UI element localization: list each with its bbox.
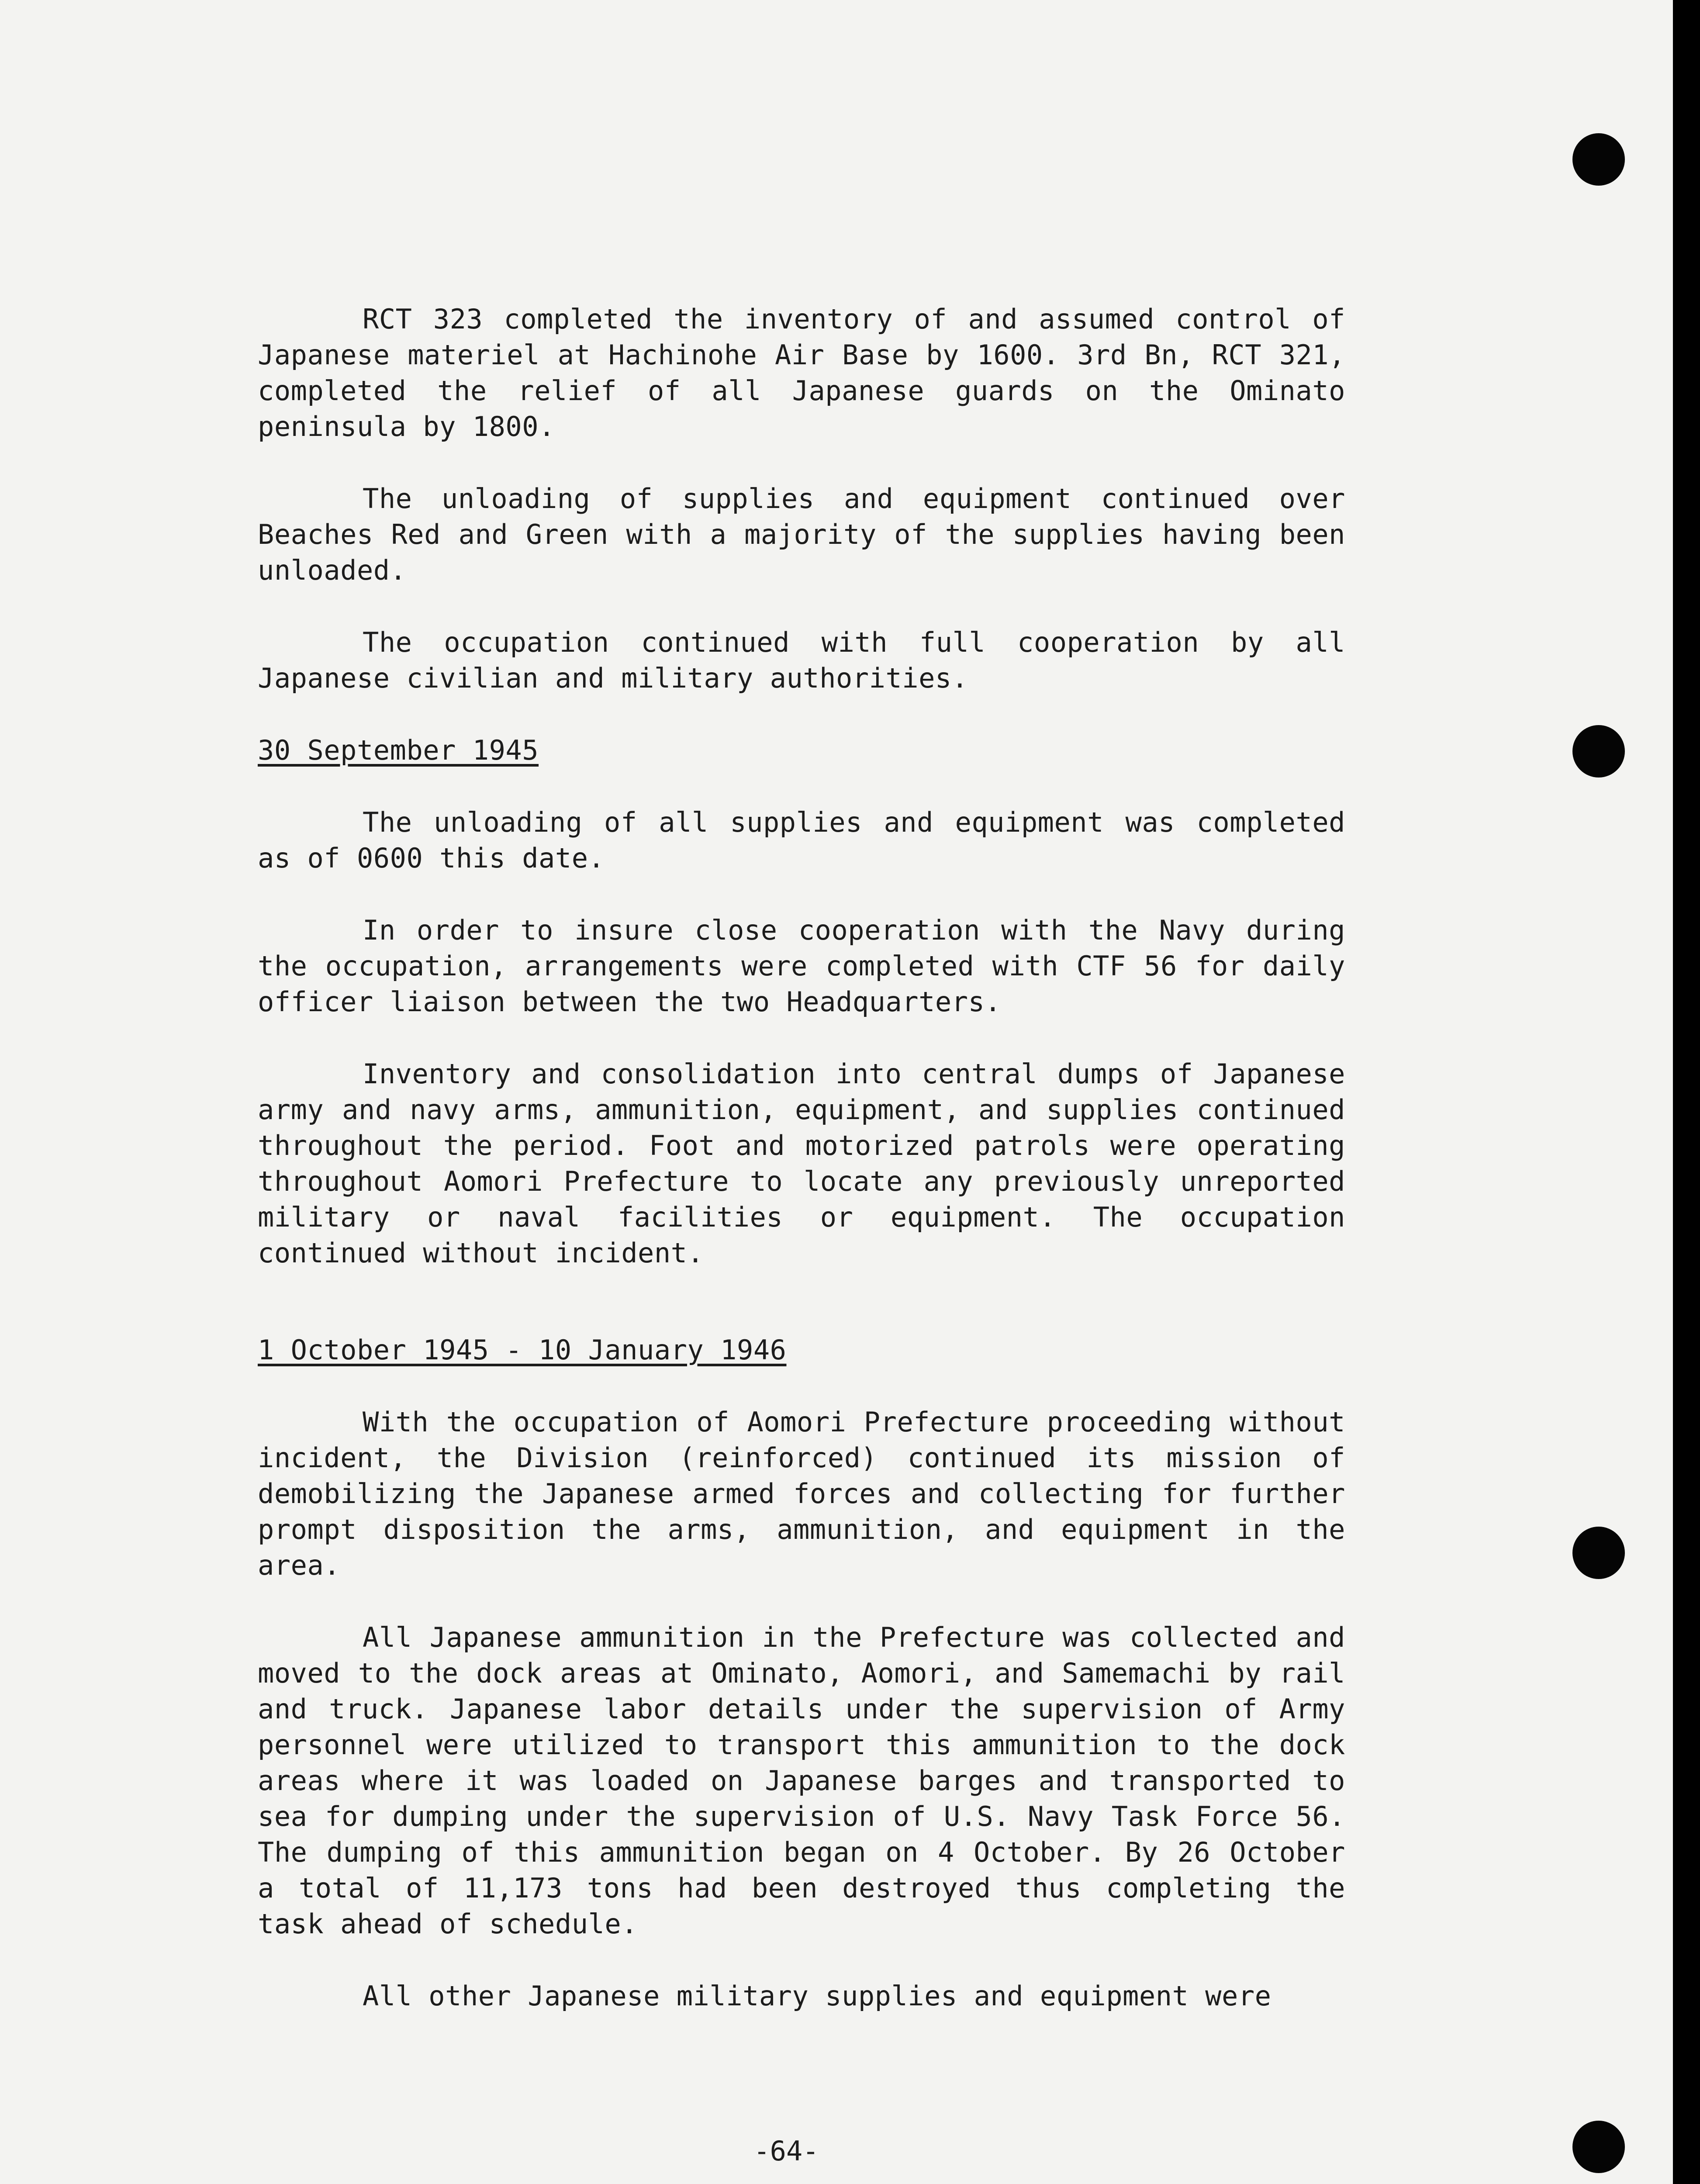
document-body — [258, 301, 1345, 2050]
paragraph: With the occupation of Aomori Prefecture proceeding without incident, the Division (reinforced) continued its mission of demobilizing the Japanese armed forces and collecting for further prompt disposition the arms, ammunition, and equipment in the area. — [258, 1406, 1345, 1581]
paragraph: RCT 323 completed the inventory of and assumed control of Japanese materiel at Hachinohe Air Base by 1600. 3rd Bn, RCT 321, completed the relief of all Japanese guards on the Ominato peninsula by 1800. — [258, 303, 1345, 442]
section-heading: 1 October 1945 - 10 January 1946 — [258, 1334, 787, 1366]
section-heading: 30 September 1945 — [258, 734, 539, 766]
paragraph: Inventory and consolidation into central dumps of Japanese army and navy arms, ammunition, equipment, and supplies continued throughout the period. Foot and motorized patrols were operating throughout Aomori Prefecture to locate any previously unreported military or naval facilities or equipment. The occupation continued without incident. — [258, 1058, 1345, 1269]
paragraph: The unloading of supplies and equipment continued over Beaches Red and Green with a majority of the supplies having been unloaded. — [258, 483, 1345, 586]
punch-hole-1 — [1572, 133, 1625, 186]
punch-hole-4 — [1572, 2121, 1625, 2173]
paragraph: All other Japanese military supplies and equipment were — [363, 1980, 1272, 2012]
paragraph: The unloading of all supplies and equipment was completed as of 0600 this date. — [258, 806, 1345, 874]
punch-hole-3 — [1572, 1527, 1625, 1579]
punch-hole-2 — [1572, 725, 1625, 778]
paragraph: The occupation continued with full cooperation by all Japanese civilian and military authorities. — [258, 626, 1345, 694]
paragraph: All Japanese ammunition in the Prefecture was collected and moved to the dock areas at Ominato, Aomori, and Samemachi by rail and truck. Japanese labor details under the supervision of Army personnel were utilized to transport this ammunition to the dock areas where it was loaded on Japanese barges and transported to sea for dumping under the supervision of U.S. Navy Task Force 56. The dumping of this ammunition began on 4 October. By 26 October a total of 11,173 tons had been destroyed thus completing the task ahead of schedule. — [258, 1621, 1345, 1940]
page-number: -64- — [753, 2135, 819, 2167]
paragraph: In order to insure close cooperation with the Navy during the occupation, arrangements were completed with CTF 56 for daily officer liaison between the two Headquarters. — [258, 914, 1345, 1018]
